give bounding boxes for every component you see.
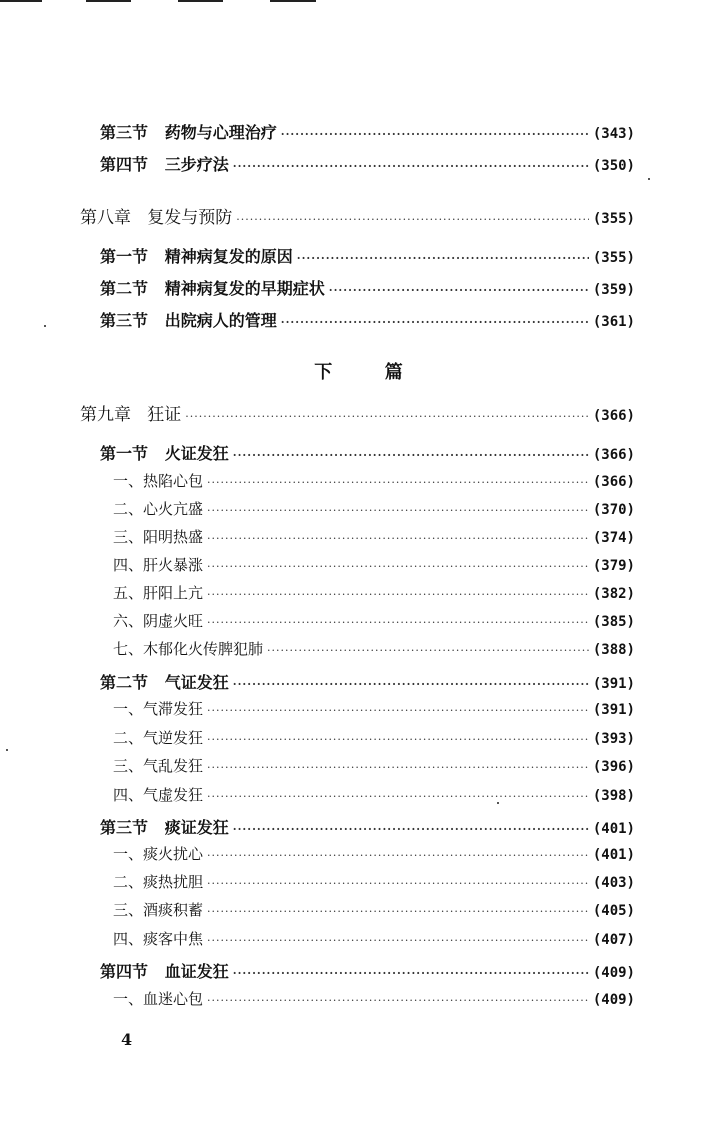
- toc-item-line: [113, 554, 635, 575]
- toc-page-number: (409): [592, 992, 635, 1008]
- toc-section-line: [100, 120, 635, 143]
- toc-item-line: [113, 610, 635, 631]
- toc-number: 三、: [113, 757, 144, 775]
- toc-title-text: 气乱发狂: [143, 757, 204, 775]
- toc-section-line: [100, 959, 635, 982]
- scan-rule: [0, 0, 42, 2]
- toc-page-number: (391): [592, 702, 635, 718]
- toc-number: 一、: [113, 700, 144, 718]
- leader-dots: [207, 588, 589, 601]
- leader-dots: [329, 284, 589, 297]
- toc-page-number: (388): [592, 642, 635, 658]
- part-title-right: 篇: [384, 362, 403, 383]
- leader-dots: [233, 823, 589, 836]
- toc-number: 第三节: [100, 123, 149, 142]
- toc-title-text: 气证发狂: [164, 673, 229, 692]
- toc-item-line: [113, 988, 635, 1009]
- toc-section-line: [100, 244, 635, 267]
- leader-dots: [233, 967, 589, 980]
- toc-chapter-line: [80, 203, 635, 228]
- toc-page-number: (366): [592, 474, 635, 490]
- toc-number: 六、: [113, 612, 144, 630]
- toc-page-number: (379): [592, 558, 635, 574]
- leader-dots: [207, 790, 589, 803]
- toc-page-number: (409): [592, 965, 635, 981]
- leader-dots: [207, 704, 589, 717]
- toc-title-text: 痰客中焦: [143, 930, 204, 948]
- toc-title-text: 痰火扰心: [143, 845, 204, 863]
- toc-number: 第三节: [100, 311, 149, 330]
- leader-dots: [207, 934, 589, 947]
- leader-dots: [207, 476, 589, 489]
- toc-title-text: 火证发狂: [164, 444, 229, 463]
- toc-number: 第二节: [100, 279, 149, 298]
- toc-number: 二、: [113, 729, 144, 747]
- toc-section-line: [100, 815, 635, 838]
- toc-page-number: (355): [592, 250, 635, 266]
- toc-title-text: 气逆发狂: [143, 729, 204, 747]
- toc-section-line: [100, 276, 635, 299]
- scan-speck: [44, 325, 46, 327]
- leader-dots: [207, 761, 589, 774]
- toc-number: 第三节: [100, 818, 149, 837]
- toc-chapter-line: [80, 400, 635, 425]
- toc-item-line: [113, 755, 635, 776]
- part-title-left: 下: [314, 362, 333, 383]
- toc-item-line: [113, 899, 635, 920]
- toc-number: 第一节: [100, 444, 149, 463]
- toc-page-number: (343): [592, 126, 635, 142]
- toc-page-number: (359): [592, 282, 635, 298]
- toc-title-text: 狂证: [147, 405, 182, 425]
- toc-number: 一、: [113, 990, 144, 1008]
- toc-page-number: (407): [592, 932, 635, 948]
- part-title: [0, 358, 717, 384]
- toc-number: 三、: [113, 901, 144, 919]
- toc-number: 第八章: [80, 208, 131, 228]
- leader-dots: [233, 678, 589, 691]
- toc-section-line: [100, 441, 635, 464]
- toc-number: 一、: [113, 472, 144, 490]
- leader-dots: [207, 849, 589, 862]
- toc-number: 五、: [113, 584, 144, 602]
- scan-speck: [648, 178, 650, 180]
- toc-number: 第四节: [100, 962, 149, 981]
- leader-dots: [207, 733, 589, 746]
- toc-item-line: [113, 582, 635, 603]
- leader-dots: [207, 994, 589, 1007]
- toc-title-text: 复发与预防: [147, 208, 233, 228]
- scan-speck: [6, 749, 8, 751]
- toc-title-text: 心火亢盛: [143, 500, 204, 518]
- toc-section-line: [100, 308, 635, 331]
- leader-dots: [281, 316, 589, 329]
- toc-page-number: (401): [592, 847, 635, 863]
- leader-dots: [207, 504, 589, 517]
- toc-title-text: 阴虚火旺: [143, 612, 204, 630]
- toc-page-number: (370): [592, 502, 635, 518]
- toc-item-line: [113, 928, 635, 949]
- toc-page-number: (350): [592, 158, 635, 174]
- toc-item-line: [113, 843, 635, 864]
- toc-title-text: 血迷心包: [143, 990, 204, 1008]
- leader-dots: [297, 252, 589, 265]
- toc-page-number: (385): [592, 614, 635, 630]
- toc-page-number: (361): [592, 314, 635, 330]
- leader-dots: [185, 410, 589, 423]
- scan-rule: [86, 0, 131, 2]
- leader-dots: [207, 532, 589, 545]
- toc-title-text: 出院病人的管理: [164, 311, 277, 330]
- toc-item-line: [113, 727, 635, 748]
- toc-title-text: 肝阳上亢: [143, 584, 204, 602]
- toc-number: 二、: [113, 500, 144, 518]
- leader-dots: [207, 616, 589, 629]
- toc-page-number: (374): [592, 530, 635, 546]
- toc-title-text: 酒痰积蓄: [143, 901, 204, 919]
- toc-page-number: (398): [592, 788, 635, 804]
- toc-item-line: [113, 526, 635, 547]
- scan-rule: [178, 0, 223, 2]
- leader-dots: [233, 160, 589, 173]
- leader-dots: [281, 128, 589, 141]
- leader-dots: [267, 644, 589, 657]
- toc-page-number: (396): [592, 759, 635, 775]
- toc-title-text: 精神病复发的早期症状: [164, 279, 325, 298]
- toc-number: 七、: [113, 640, 144, 658]
- toc-item-line: [113, 784, 635, 805]
- toc-page-number: (391): [592, 676, 635, 692]
- toc-title-text: 气虚发狂: [143, 786, 204, 804]
- toc-number: 第九章: [80, 405, 131, 425]
- toc-title-text: 痰证发狂: [164, 818, 229, 837]
- page-number: 4: [121, 1030, 133, 1049]
- toc-page-number: (405): [592, 903, 635, 919]
- toc-page-number: (366): [592, 408, 635, 424]
- toc-page-number: (401): [592, 821, 635, 837]
- toc-section-line: [100, 670, 635, 693]
- toc-title-text: 气滞发狂: [143, 700, 204, 718]
- toc-title-text: 肝火暴涨: [143, 556, 204, 574]
- toc-title-text: 木郁化火传脾犯肺: [143, 640, 264, 658]
- toc-title-text: 精神病复发的原因: [164, 247, 293, 266]
- toc-title-text: 阳明热盛: [143, 528, 204, 546]
- leader-dots: [207, 877, 589, 890]
- toc-page-number: (355): [592, 211, 635, 227]
- toc-page-number: (382): [592, 586, 635, 602]
- toc-number: 第一节: [100, 247, 149, 266]
- toc-number: 四、: [113, 556, 144, 574]
- toc-item-line: [113, 498, 635, 519]
- toc-number: 第四节: [100, 155, 149, 174]
- toc-section-line: [100, 152, 635, 175]
- toc-number: 四、: [113, 786, 144, 804]
- scan-rule: [270, 0, 316, 2]
- toc-title-text: 痰热扰胆: [143, 873, 204, 891]
- toc-number: 第二节: [100, 673, 149, 692]
- leader-dots: [233, 449, 589, 462]
- toc-page-number: (403): [592, 875, 635, 891]
- toc-title-text: 血证发狂: [164, 962, 229, 981]
- leader-dots: [207, 905, 589, 918]
- leader-dots: [207, 560, 589, 573]
- toc-number: 二、: [113, 873, 144, 891]
- toc-number: 四、: [113, 930, 144, 948]
- toc-title-text: 药物与心理治疗: [164, 123, 277, 142]
- toc-number: 一、: [113, 845, 144, 863]
- toc-page-number: (393): [592, 731, 635, 747]
- toc-number: 三、: [113, 528, 144, 546]
- toc-item-line: [113, 470, 635, 491]
- leader-dots: [236, 213, 589, 226]
- toc-title-text: 三步疗法: [164, 155, 229, 174]
- toc-item-line: [113, 698, 635, 719]
- toc-item-line: [113, 871, 635, 892]
- toc-item-line: [113, 638, 635, 659]
- toc-page-number: (366): [592, 447, 635, 463]
- toc-title-text: 热陷心包: [143, 472, 204, 490]
